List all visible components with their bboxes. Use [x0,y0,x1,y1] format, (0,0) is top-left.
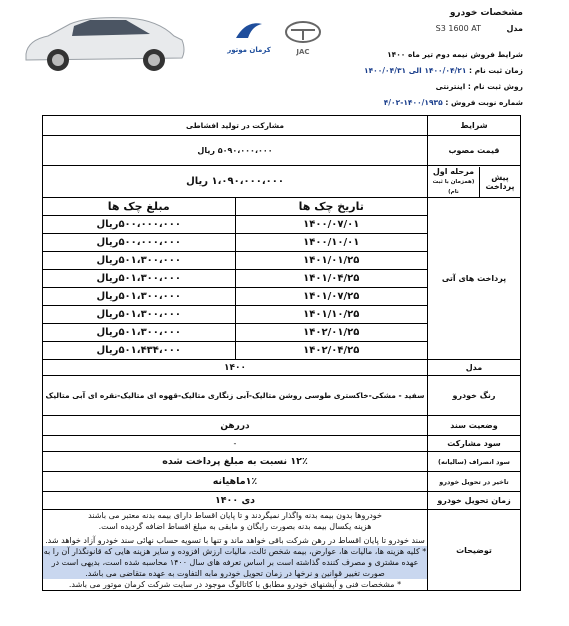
price-label: قیمت مصوب [428,136,521,166]
cancel-penalty-value: ۱۲٪ نسبت به مبلغ پرداخت شده [43,452,428,472]
jac-logo-text: JAC [296,48,310,56]
model-year-value: ۱۴۰۰ [43,360,428,376]
cheque-date: ۱۴۰۲/۰۱/۲۵ [235,324,427,342]
color-label: رنگ خودرو [428,376,521,416]
prepay-label: پیش پرداخت [479,167,520,197]
first-stage-value: ۱،۰۹۰،۰۰۰،۰۰۰ ریال [43,166,428,198]
cheque-date: ۱۴۰۲/۰۴/۲۵ [235,342,427,360]
delivery-time-label: زمان تحویل خودرو [428,492,521,510]
cheque-row [43,288,427,306]
cheque-row [43,270,427,288]
cheques-table [43,198,427,359]
conditions-label: شرایط [428,116,521,136]
cheque-row [43,234,427,252]
cheque-amount: ۵۰۰،۰۰۰،۰۰۰ریال [43,234,235,252]
future-payments-label: پرداخت های آتی [428,198,521,360]
cheque-amount: ۵۰۱،۳۰۰،۰۰۰ریال [43,252,235,270]
cheque-row [43,324,427,342]
model-label: مدل [506,24,523,33]
profit-value: - [43,436,428,452]
cheque-date: ۱۴۰۱/۰۱/۲۵ [235,252,427,270]
sale-conditions-line: شرایط فروش نیمه دوم تیر ماه ۱۴۰۰ [387,50,523,59]
note-item: خودروها بدون بیمه بدنه واگذار نمیگردند و تا پایان اقساط دارای بیمه بدنه معتبر می باشند [88,511,382,520]
cheque-row [43,216,427,234]
car-image [18,6,188,76]
note-item: سند خودرو تا پایان اقساط در رهن شرکت باقی خواهد ماند و تنها با تسویه حساب نهائی سند خودرو آزاد خواهد شد. [45,536,425,545]
specs-title: مشخصات خودرو [449,8,523,18]
cheque-row [43,306,427,324]
cheque-date: ۱۴۰۱/۰۷/۲۵ [235,288,427,306]
note-item-highlighted: * کلیه هزینه ها، مالیات ها، عوارض، بیمه شخص ثالث، مالیات ارزش افزوده و سایر هزینه هایی که قانونگذار آن را به عهده مشتری و مصرف کننده گذاشته است بر اساس تعرفه های سال ۱۴۰۰ محاسبه شده است، بدیهی است در صورت تغییر قوانین و نرخها در زمان تحویل خودرو مابه التفاوت به عهده متقاضی می باشد. [43,547,427,578]
delivery-time-value: دی ۱۴۰۰ [43,492,428,510]
cheque-amount: ۵۰۰،۰۰۰،۰۰۰ریال [43,216,235,234]
cheque-amount: ۵۰۱،۳۰۰،۰۰۰ریال [43,306,235,324]
first-stage-sub: (همزمان با ثبت نام) [432,178,475,195]
doc-status-value: دررهن [43,416,428,436]
color-value: سفید - مشکی-خاکستری طوسی روشن متالیک-آبی زنگاری متالیک-قهوه ای متالیک-نقره ای آبی متالیک [43,376,428,416]
cheque-amount: ۵۰۱،۳۰۰،۰۰۰ریال [43,270,235,288]
model-value: S3 1600 AT [435,24,481,33]
profit-label: سود مشارکت [428,436,521,452]
conditions-value: مشارکت در تولید افشاطی [43,116,428,136]
notes-cell [43,510,428,591]
kerman-motor-logo [226,18,272,54]
cheque-date: ۱۴۰۰/۱۰/۰۱ [235,234,427,252]
model-year-label: مدل [428,360,521,376]
cheque-amount: ۵۰۱،۳۰۰،۰۰۰ریال [43,288,235,306]
price-value: ۵۰۹۰،۰۰۰،۰۰۰ ریال [43,136,428,166]
cheque-row [43,252,427,270]
note-item: * مشخصات فنی و آپشنهای خودرو مطابق با کاتالوگ موجود در سایت شرکت کرمان موتور می باشد. [68,580,402,589]
registration-time-line: زمان ثبت نام : ۱۴۰۰/۰۴/۲۱ الی ۱۴۰۰/۰۴/۳۱ [364,66,523,75]
cheque-amount: ۵۰۱،۳۰۰،۰۰۰ریال [43,324,235,342]
delivery-delay-value: ۱٪ماهیانه [43,472,428,492]
cheque-date: ۱۴۰۰/۰۷/۰۱ [235,216,427,234]
cheque-row [43,342,427,360]
first-stage-label: مرحله اول [432,166,475,176]
cheque-date: ۱۴۰۱/۰۴/۲۵ [235,270,427,288]
cheque-amount-header: مبلغ چک ها [43,198,235,216]
delivery-delay-label: تاخیر در تحویل خودرو [428,472,521,492]
sale-number-line: شماره نوبت فروش : ۱۴۰۰/۱۹۳۵-۴/۰۲ [383,98,523,107]
cancel-penalty-label: سود انصراف (سالیانه) [428,452,521,472]
kerman-logo-text: کرمان موتور [227,46,271,54]
note-item: هزینه یکسال بیمه بدنه بصورت رایگان و مابقی به مبلغ اقساط اضافه گردیده است. [98,522,372,531]
notes-label: توضیحات [428,510,521,591]
sales-conditions-table [42,115,521,591]
jac-logo [283,20,323,54]
doc-status-label: وضعیت سند [428,416,521,436]
registration-method-line: روش ثبت نام : اینترنتی [435,82,523,91]
cheque-date: ۱۴۰۱/۱۰/۲۵ [235,306,427,324]
cheque-amount: ۵۰۱،۴۳۴،۰۰۰ریال [43,342,235,360]
cheque-date-header: تاریخ چک ها [235,198,427,216]
